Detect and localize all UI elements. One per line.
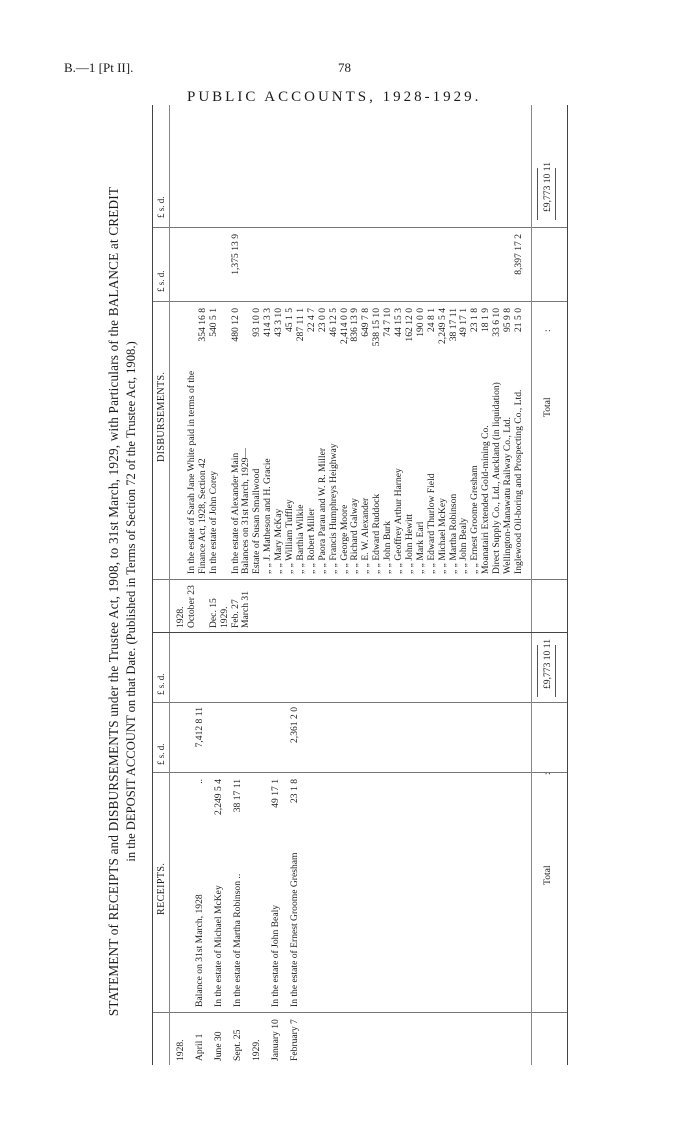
- dis-rows-text: „ „ Edward Ruddock: [371, 493, 383, 574]
- dis-rows-text: „ „ Martha Robinson: [447, 493, 459, 574]
- receipts-heading: RECEIPTS.: [156, 862, 167, 915]
- dis-rows-amount: 49 17 1: [458, 308, 470, 337]
- page-title: PUBLIC ACCOUNTS, 1928-1929.: [187, 89, 482, 105]
- statement-subtitle: in the DEPOSIT ACCOUNT on that Date. (Published in Terms of Section 72 of the Trustee Act, 1908.): [124, 341, 138, 862]
- dis-rows-amount: 538 15 10: [371, 308, 383, 347]
- dis-rows-text: „ „ Richard Galway: [349, 498, 361, 574]
- rec-rows-text: In the estate of John Bealy: [270, 904, 281, 1007]
- disbursements-total-label: Total: [542, 397, 553, 417]
- rec-rows-amount: ..: [194, 779, 205, 784]
- rec-rows-amount: 49 17 1: [270, 779, 281, 808]
- disbursements-money-heading: £ s. d.: [156, 270, 166, 292]
- receipts-total-value: £9,773 10 11: [542, 639, 553, 690]
- receipts-money-heading: £ s. d.: [156, 743, 166, 765]
- dis-rows-text: Moanatairi Extended Gold-mining Co.: [480, 425, 492, 574]
- dis-rows-amount: 93 10 0: [251, 308, 263, 337]
- page-reference: B.—1 [Pt II].: [64, 60, 134, 75]
- dis-rows-amount: 23 0 0: [316, 308, 328, 332]
- dis-rows-text: „ „ Ernest Groome Gresham: [469, 465, 481, 574]
- rec-rows-amount: 38 17 11: [232, 779, 243, 813]
- dis-rows-amount: 162 12 0: [403, 308, 415, 342]
- rec-rows-date: January 10: [270, 1019, 281, 1061]
- dis-rows-date: Dec. 15: [207, 598, 219, 628]
- dis-rows-text: Wellington-Manawatu Railway Co., Ltd.: [502, 417, 513, 574]
- statement-sheet: [106, 100, 571, 1103]
- dis-rows-text: „ „ William Tuffley: [284, 499, 295, 574]
- dis-rows-text: „ „ Paora Parau and W. R. Miller: [316, 447, 328, 574]
- dis-rows-text: „ „ Mary McKay: [273, 508, 285, 574]
- dis-rows-text: „ „ John Hewitt: [403, 514, 415, 574]
- rec-rows-date: February 7: [289, 1019, 300, 1061]
- dis-rows-text: In the estate of Sarah Jane White paid in terms of the: [185, 370, 197, 574]
- rec-rows-date: 1929.: [251, 1039, 262, 1061]
- rec-rows-date: 1928.: [175, 1039, 186, 1061]
- dis-rows-text: Finance Act, 1928, Section 42: [196, 458, 208, 574]
- dis-rows-date: 1928.: [175, 606, 186, 628]
- dis-rows-amount: 22 4 7: [305, 308, 317, 332]
- dis-rows-amount: 95 9 8: [502, 308, 513, 332]
- dis-rows-text: „ „ Robert Miller: [305, 508, 317, 574]
- rec-rows-text: In the estate of Ernest Groome Gresham: [289, 852, 300, 1007]
- rec-rows-date: April 1: [194, 1033, 205, 1061]
- dis-rows-amount: 287 11 1: [294, 308, 306, 342]
- dis-rows-amount: 18 1 9: [480, 308, 492, 332]
- receipts-total-label: Total: [542, 865, 553, 885]
- dis-rows-text: „ „ J. Matheson and H. Gracie: [262, 458, 274, 574]
- dis-rows-amount: 190 0 0: [414, 308, 426, 337]
- dis-rows-amount: 24 8 1: [425, 308, 437, 332]
- dis-rows-total: 1,375 13 9: [229, 234, 241, 275]
- dis-rows-amount: 540 5 1: [207, 308, 219, 337]
- dis-rows-text: „ „ Edward Thurlow Field: [425, 473, 437, 574]
- dis-rows-text: „ „ Francis Humphreys Heighway: [327, 443, 339, 574]
- dis-rows-text: „ „ George Moore: [338, 504, 350, 574]
- disbursements-money-heading-total: £ s. d.: [156, 196, 166, 218]
- dis-rows-text: In the estate of Alexander Main: [229, 452, 241, 574]
- dis-rows-amount: 21 5 0: [512, 308, 524, 332]
- dis-rows-amount: 649 7 8: [360, 308, 372, 337]
- dis-rows-text: „ „ Barthia Wilkie: [294, 504, 306, 574]
- dis-rows-amount: 836 13 9: [349, 308, 361, 342]
- dis-rows-amount: 2,249 5 4: [436, 308, 448, 344]
- dis-rows-text: „ „ E. W. Alexander: [360, 497, 372, 574]
- receipts-money-heading-total: £ s. d.: [156, 673, 166, 695]
- rec-rows-amount: 23 1 8: [289, 779, 300, 803]
- dis-rows-amount: 44 15 3: [393, 308, 404, 337]
- disbursements-heading: DISBURSEMENTS.: [156, 371, 167, 462]
- dis-rows-amount: 38 17 11: [447, 308, 459, 342]
- dis-rows-date: March 31: [240, 590, 252, 628]
- rec-rows-total: 2,361 2 0: [289, 707, 300, 743]
- dis-rows-text: In the estate of John Corey: [207, 470, 219, 574]
- rec-rows-text: In the estate of Michael McKey: [213, 885, 224, 1007]
- dis-rows-amount: 414 3 3: [262, 308, 274, 337]
- dis-rows-amount: 45 1 5: [284, 308, 295, 332]
- dis-rows-amount: 74 7 10: [382, 308, 394, 337]
- dis-rows-text: Estate of Susan Smallwood: [251, 468, 263, 574]
- dis-rows-amount: 2,414 0 0: [338, 308, 350, 344]
- rec-rows-date: June 30: [213, 1031, 224, 1061]
- dis-rows-amount: 43 3 10: [273, 308, 285, 337]
- rec-rows-text: Balance on 31st March, 1928: [194, 894, 205, 1007]
- rec-rows-text: In the estate of Martha Robinson ..: [232, 873, 243, 1007]
- dis-rows-text: „ „ John Burk: [382, 520, 394, 574]
- dis-rows-amount: 354 16 8: [196, 308, 208, 342]
- receipts-table: [152, 633, 568, 1065]
- dis-rows-amount: 23 1 8: [469, 308, 481, 332]
- dis-rows-date: Feb. 27: [229, 599, 241, 628]
- dis-rows-amount: 480 12 0: [229, 308, 241, 342]
- dis-rows-date: 1929.: [218, 606, 230, 628]
- dis-rows-amount: 46 12 5: [327, 308, 339, 337]
- disbursements-table: [152, 105, 568, 633]
- disbursements-total-value: £9,773 10 11: [542, 162, 553, 213]
- dis-rows-date: October 23: [185, 585, 197, 628]
- receipts-total-leader: :: [542, 772, 553, 775]
- dis-rows-text: Balances on 31st March, 1929—: [240, 447, 252, 574]
- dis-rows-amount: 33 6 10: [491, 308, 503, 337]
- page-number: 78: [338, 60, 351, 75]
- dis-rows-text: „ „ Mark Earl: [414, 521, 426, 574]
- dis-rows-total: 8,397 17 2: [512, 234, 524, 275]
- dis-rows-text: „ „ Michael McKey: [436, 498, 448, 574]
- dis-rows-text: Inglewood Oil-boring and Prospecting Co., Ltd.: [512, 389, 524, 574]
- dis-rows-text: „ „ Geoffrey Arthur Harney: [393, 468, 404, 574]
- dis-rows-text: Direct Supply Co., Ltd., Auckland (in liquidation): [491, 382, 503, 574]
- disbursements-total-leader: :: [542, 329, 553, 332]
- rec-rows-total: 7,412 8 11: [194, 707, 205, 748]
- dis-rows-text: „ „ John Bealy: [458, 517, 470, 574]
- rec-rows-amount: 2,249 5 4: [213, 779, 224, 815]
- rec-rows-date: Sept. 25: [232, 1029, 243, 1061]
- statement-title: STATEMENT of RECEIPTS and DISBURSEMENTS under the Trustee Act, 1908, to 31st March, 1929, with Particulars of the BALANCE at CREDIT: [106, 186, 121, 1017]
